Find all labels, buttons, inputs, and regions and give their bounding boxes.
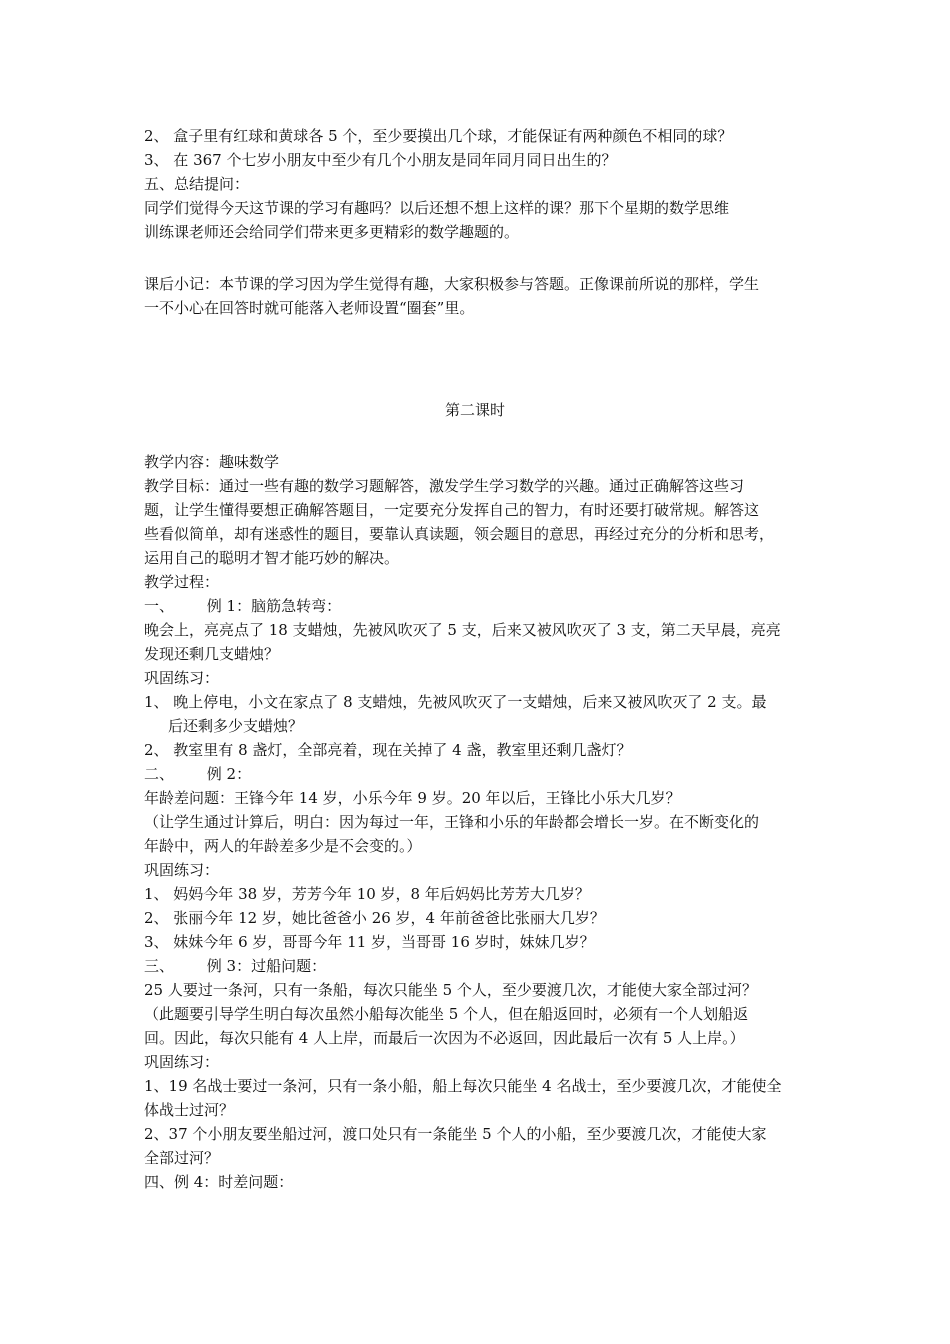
summary-heading: 五、总结提问： bbox=[144, 175, 250, 193]
question-3: 3、 在 367 个七岁小朋友中至少有几个小朋友是同年同月同日出生的？ bbox=[144, 151, 617, 169]
practice-1-item-1-line-1: 1、 晚上停电，小文在家点了 8 支蜡烛，先被风吹灭了一支蜡烛，后来又被风吹灭了 2 支。最 bbox=[144, 693, 767, 711]
example-1-heading bbox=[144, 594, 341, 618]
teaching-goal-line-2: 题，让学生懂得要想正确解答题目，一定要充分发挥自己的智力，有时还要打破常规。解答这 bbox=[144, 501, 760, 519]
example-1-question-line-2: 发现还剩几支蜡烛？ bbox=[144, 645, 280, 663]
practice-heading-2: 巩固练习： bbox=[144, 861, 220, 879]
teaching-content: 教学内容：趣味数学 bbox=[144, 453, 280, 471]
example-3-question: 25 人要过一条河，只有一条船，每次只能坐 5 个人，至少要渡几次，才能使大家全部过河？ bbox=[144, 981, 757, 999]
practice-2-item-2: 2、 张丽今年 12 岁，她比爸爸小 26 岁，4 年前爸爸比张丽大几岁？ bbox=[144, 909, 605, 927]
example-3-heading bbox=[144, 954, 326, 978]
example-2-title: 例 2： bbox=[206, 765, 252, 783]
example-2-heading bbox=[144, 762, 251, 786]
summary-text-line-2: 训练课老师还会给同学们带来更多更精彩的数学趣题的。 bbox=[144, 223, 520, 241]
practice-3-item-2-line-1: 2、37 个小朋友要坐船过河，渡口处只有一条能坐 5 个人的小船，至少要渡几次，才能使大家 bbox=[144, 1125, 767, 1143]
practice-heading-3: 巩固练习： bbox=[144, 1053, 220, 1071]
practice-3-item-1-line-2: 体战士过河？ bbox=[144, 1101, 235, 1119]
example-2-note-line-1: （让学生通过计算后，明白：因为每过一年，王锋和小乐的年龄都会增长一岁。在不断变化的 bbox=[144, 813, 760, 831]
lesson-title: 第二课时 bbox=[444, 401, 505, 419]
example-4-heading: 四、例 4：时差问题： bbox=[144, 1173, 294, 1191]
example-1-question-line-1: 晚会上，亮亮点了 18 支蜡烛，先被风吹灭了 5 支，后来又被风吹灭了 3 支，第二天早晨，亮亮 bbox=[144, 621, 781, 639]
summary-text-line-1: 同学们觉得今天这节课的学习有趣吗？以后还想不想上这样的课？那下个星期的数学思维 bbox=[144, 199, 730, 217]
teaching-process-heading: 教学过程： bbox=[144, 573, 220, 591]
example-1-title: 例 1：脑筋急转弯： bbox=[206, 597, 342, 615]
example-3-number: 三、 bbox=[144, 957, 175, 975]
practice-3-item-2-line-2: 全部过河？ bbox=[144, 1149, 220, 1167]
practice-heading-1: 巩固练习： bbox=[144, 669, 220, 687]
after-class-note-line-1: 课后小记：本节课的学习因为学生觉得有趣，大家积极参与答题。正像课前所说的那样，学生 bbox=[144, 275, 760, 293]
example-2-note-line-2: 年龄中，两人的年龄差多少是不会变的。） bbox=[144, 837, 422, 855]
practice-2-item-3: 3、 妹妹今年 6 岁，哥哥今年 11 岁，当哥哥 16 岁时，妹妹几岁？ bbox=[144, 933, 595, 951]
question-2: 2、 盒子里有红球和黄球各 5 个，至少要摸出几个球，才能保证有两种颜色不相同的球？ bbox=[144, 127, 733, 145]
practice-2-item-1: 1、 妈妈今年 38 岁，芳芳今年 10 岁，8 年后妈妈比芳芳大几岁？ bbox=[144, 885, 590, 903]
example-2-number: 二、 bbox=[144, 765, 175, 783]
teaching-goal-line-1: 教学目标：通过一些有趣的数学习题解答，激发学生学习数学的兴趣。通过正确解答这些习 bbox=[144, 477, 745, 495]
example-3-note-line-1: （此题要引导学生明白每次虽然小船每次能坐 5 个人，但在船返回时，必须有一个人划船返 bbox=[144, 1005, 749, 1023]
teaching-goal-line-3: 些看似简单，却有迷惑性的题目，要靠认真读题，领会题目的意思，再经过充分的分析和思考， bbox=[144, 525, 775, 543]
example-1-number: 一、 bbox=[144, 597, 175, 615]
after-class-note-line-2: 一不小心在回答时就可能落入老师设置“圈套”里。 bbox=[144, 299, 475, 317]
example-3-note-line-2: 回。因此，每次只能有 4 人上岸，而最后一次因为不必返回，因此最后一次有 5 人上岸。） bbox=[144, 1029, 745, 1047]
example-3-title: 例 3：过船问题： bbox=[206, 957, 327, 975]
teaching-goal-line-4: 运用自己的聪明才智才能巧妙的解决。 bbox=[144, 549, 400, 567]
practice-1-item-2: 2、 教室里有 8 盏灯，全部亮着，现在关掉了 4 盏，教室里还剩几盏灯？ bbox=[144, 741, 632, 759]
practice-3-item-1-line-1: 1、19 名战士要过一条河，只有一条小船，船上每次只能坐 4 名战士，至少要渡几次，才能使全 bbox=[144, 1077, 782, 1095]
example-2-question: 年龄差问题：王锋今年 14 岁，小乐今年 9 岁。20 年以后，王锋比小乐大几岁？ bbox=[144, 789, 681, 807]
practice-1-item-1-line-2: 后还剩多少支蜡烛？ bbox=[168, 717, 304, 735]
